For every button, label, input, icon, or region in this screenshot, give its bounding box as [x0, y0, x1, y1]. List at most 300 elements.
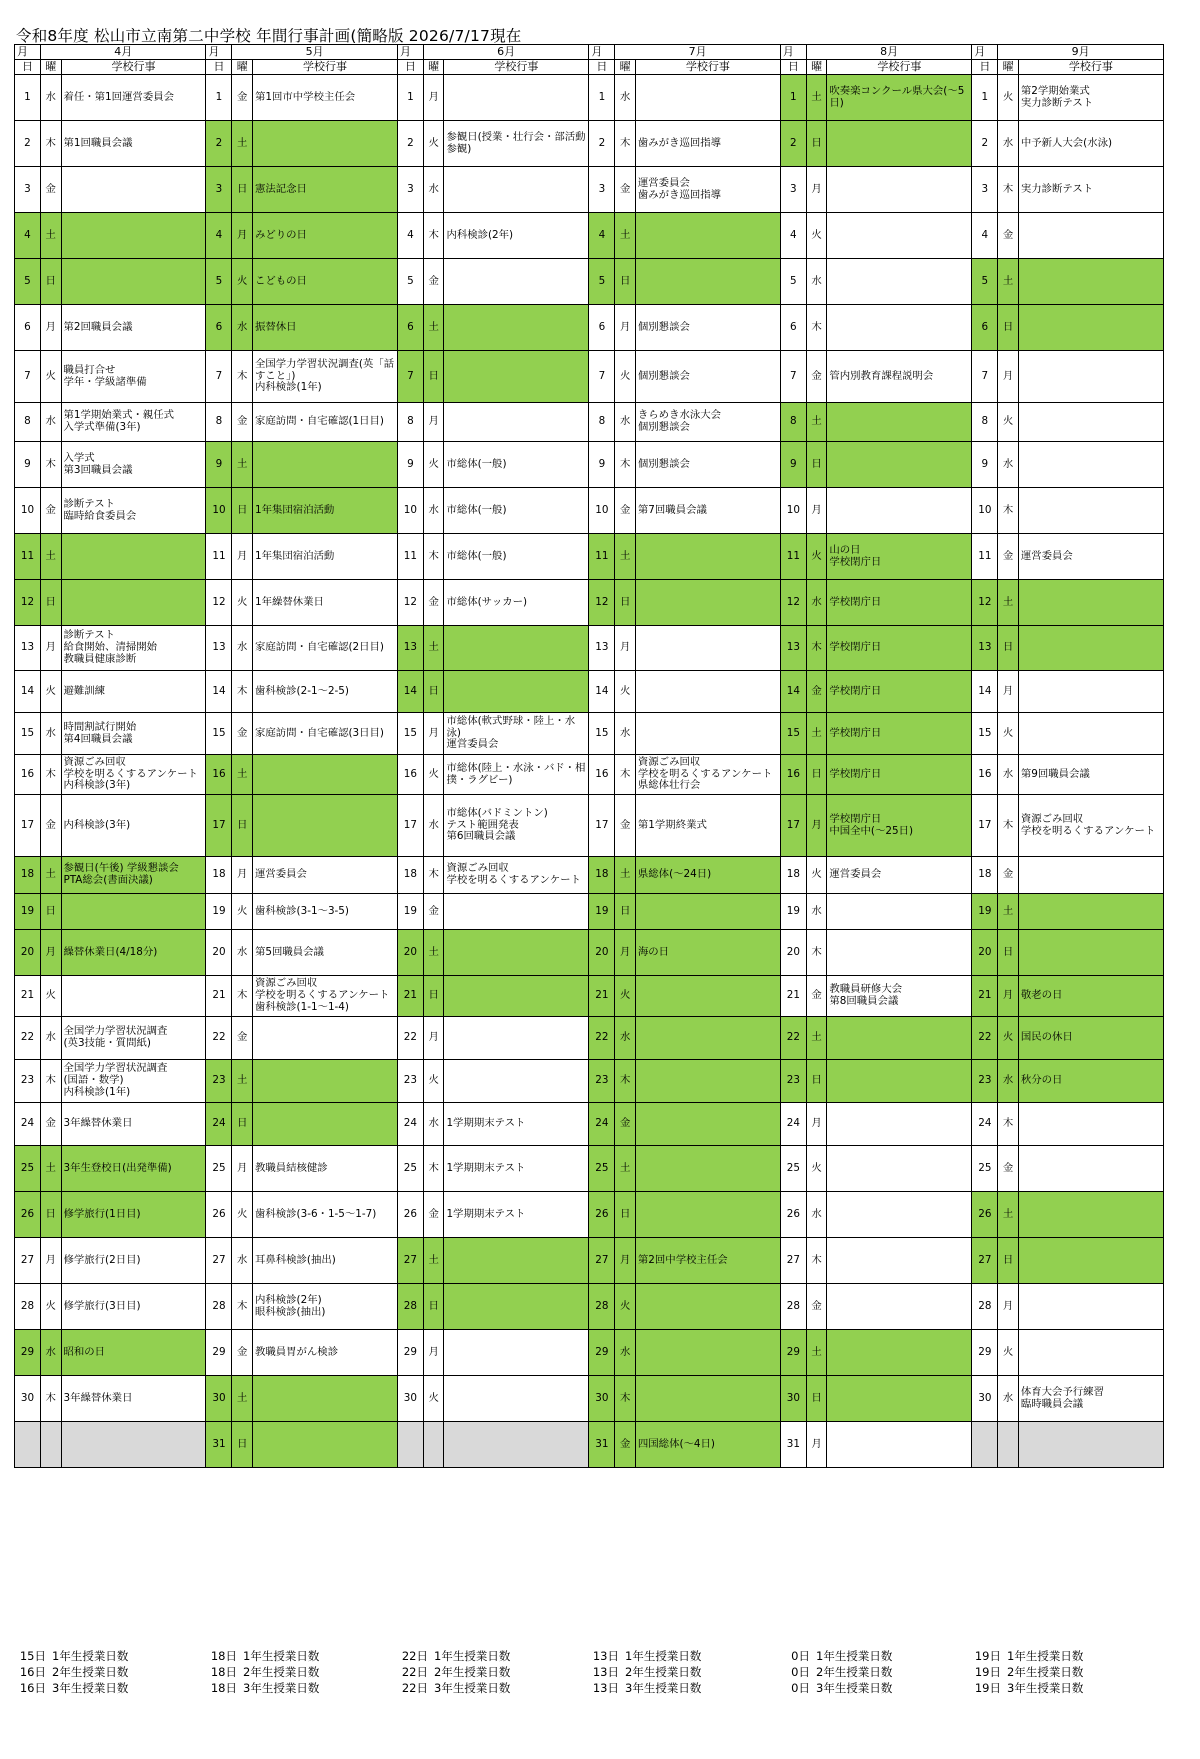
day-cell: 23 — [206, 1060, 232, 1103]
weekday-cell: 土 — [615, 534, 636, 580]
event-cell — [444, 1376, 589, 1422]
day-cell: 10 — [589, 488, 615, 534]
day-column-header: 日 — [589, 60, 615, 75]
day-cell: 18 — [397, 857, 423, 894]
weekday-cell: 火 — [40, 1284, 61, 1330]
event-cell — [827, 488, 972, 534]
event-cell — [61, 259, 206, 305]
event-cell: 学校閉庁日 — [827, 671, 972, 713]
weekday-cell: 日 — [998, 626, 1019, 671]
weekday-cell: 月 — [232, 857, 253, 894]
day-cell: 24 — [972, 1103, 998, 1146]
weekday-cell: 火 — [40, 976, 61, 1017]
schedule-row — [15, 1376, 1164, 1422]
month-name: 8月 — [806, 45, 972, 60]
weekday-cell: 金 — [40, 488, 61, 534]
schedule-row — [15, 755, 1164, 795]
day-cell: 11 — [15, 534, 41, 580]
event-column-header: 学校行事 — [61, 60, 206, 75]
event-cell: 修学旅行(1日目) — [61, 1192, 206, 1238]
class-days-count: 18日 — [210, 1681, 237, 1695]
day-cell: 1 — [972, 75, 998, 121]
event-cell — [635, 75, 780, 121]
event-cell — [252, 121, 397, 167]
schedule-row — [15, 1422, 1164, 1468]
class-days-line — [969, 1648, 1160, 1664]
event-cell — [635, 1103, 780, 1146]
day-cell: 13 — [15, 626, 41, 671]
event-cell: 四国総体(～4日) — [635, 1422, 780, 1468]
weekday-cell: 水 — [232, 626, 253, 671]
day-cell: 30 — [972, 1376, 998, 1422]
day-cell: 1 — [780, 75, 806, 121]
event-cell: 県総体(～24日) — [635, 857, 780, 894]
day-cell: 28 — [206, 1284, 232, 1330]
event-cell — [252, 1422, 397, 1468]
class-days-label: 1年生授業日数 — [52, 1649, 129, 1663]
event-cell — [635, 1060, 780, 1103]
weekday-cell: 日 — [232, 1103, 253, 1146]
class-days-count: 0日 — [791, 1665, 810, 1679]
weekday-cell: 水 — [615, 1017, 636, 1060]
month-label-cell: 月 — [397, 45, 423, 60]
day-cell: 16 — [972, 755, 998, 795]
weekday-cell: 金 — [232, 1017, 253, 1060]
day-cell: 31 — [780, 1422, 806, 1468]
weekday-cell: 金 — [806, 1284, 827, 1330]
weekday-cell — [998, 1422, 1019, 1468]
weekday-cell: 月 — [232, 534, 253, 580]
class-days-label: 2年生授業日数 — [625, 1665, 702, 1679]
weekday-cell: 金 — [998, 213, 1019, 259]
day-cell: 26 — [206, 1192, 232, 1238]
event-cell: 資源ごみ回収 学校を明るくするアンケート — [444, 857, 589, 894]
event-cell: 1学期期末テスト — [444, 1103, 589, 1146]
day-cell: 17 — [397, 795, 423, 857]
weekday-cell: 日 — [998, 1238, 1019, 1284]
weekday-cell: 木 — [232, 671, 253, 713]
schedule-row — [15, 1146, 1164, 1192]
day-cell: 21 — [780, 976, 806, 1017]
day-cell: 5 — [589, 259, 615, 305]
weekday-cell: 火 — [615, 671, 636, 713]
day-cell: 18 — [15, 857, 41, 894]
day-cell: 25 — [15, 1146, 41, 1192]
schedule-row — [15, 894, 1164, 930]
day-cell: 11 — [397, 534, 423, 580]
event-cell — [827, 213, 972, 259]
event-cell — [1018, 1238, 1163, 1284]
weekday-column-header: 曜 — [806, 60, 827, 75]
event-cell — [827, 1103, 972, 1146]
day-cell: 29 — [972, 1330, 998, 1376]
weekday-cell: 土 — [806, 75, 827, 121]
day-cell: 17 — [972, 795, 998, 857]
event-cell: 3年生登校日(出発準備) — [61, 1146, 206, 1192]
weekday-cell: 水 — [998, 1060, 1019, 1103]
event-cell — [635, 259, 780, 305]
day-cell: 13 — [972, 626, 998, 671]
event-cell — [1018, 403, 1163, 442]
weekday-cell: 水 — [423, 167, 444, 213]
weekday-cell: 火 — [423, 121, 444, 167]
event-cell — [635, 534, 780, 580]
weekday-cell: 木 — [806, 305, 827, 351]
month-header-row — [15, 45, 1164, 60]
day-cell: 6 — [15, 305, 41, 351]
day-cell: 4 — [397, 213, 423, 259]
day-cell: 10 — [780, 488, 806, 534]
weekday-cell: 水 — [615, 403, 636, 442]
weekday-cell: 水 — [806, 580, 827, 626]
weekday-cell: 火 — [423, 442, 444, 488]
weekday-cell: 日 — [806, 755, 827, 795]
event-cell: 昭和の日 — [61, 1330, 206, 1376]
event-cell — [635, 580, 780, 626]
day-cell: 1 — [15, 75, 41, 121]
event-cell: 秋分の日 — [1018, 1060, 1163, 1103]
event-cell — [252, 1376, 397, 1422]
day-cell: 14 — [15, 671, 41, 713]
day-cell: 24 — [206, 1103, 232, 1146]
weekday-cell: 日 — [998, 305, 1019, 351]
class-days-count: 13日 — [592, 1665, 619, 1679]
event-cell — [252, 1017, 397, 1060]
event-cell: 市総体(軟式野球・陸上・水泳) 運営委員会 — [444, 713, 589, 755]
weekday-cell: 土 — [998, 894, 1019, 930]
event-cell — [827, 259, 972, 305]
day-cell: 23 — [972, 1060, 998, 1103]
event-cell: 学校閉庁日 — [827, 626, 972, 671]
weekday-cell: 木 — [232, 1284, 253, 1330]
event-cell: 資源ごみ回収 学校を明るくするアンケート 歯科検診(1-1～1-4) — [252, 976, 397, 1017]
day-cell: 16 — [206, 755, 232, 795]
event-cell: 第2回職員会議 — [61, 305, 206, 351]
day-cell: 12 — [972, 580, 998, 626]
event-cell — [635, 213, 780, 259]
day-cell: 24 — [589, 1103, 615, 1146]
event-cell: 家庭訪問・自宅確認(3日目) — [252, 713, 397, 755]
day-cell: 20 — [589, 930, 615, 976]
class-days-count: 16日 — [19, 1665, 46, 1679]
weekday-cell: 木 — [232, 351, 253, 403]
event-cell: 運営委員会 — [1018, 534, 1163, 580]
weekday-cell: 木 — [998, 795, 1019, 857]
schedule-row — [15, 1103, 1164, 1146]
day-cell: 21 — [972, 976, 998, 1017]
class-days-count: 13日 — [592, 1649, 619, 1663]
weekday-cell: 金 — [40, 167, 61, 213]
day-cell: 14 — [397, 671, 423, 713]
day-cell: 3 — [972, 167, 998, 213]
day-cell: 15 — [780, 713, 806, 755]
day-cell: 13 — [206, 626, 232, 671]
day-cell: 31 — [206, 1422, 232, 1468]
class-days-label: 2年生授業日数 — [816, 1665, 893, 1679]
weekday-cell: 水 — [998, 755, 1019, 795]
weekday-cell: 月 — [998, 1284, 1019, 1330]
class-days-line — [587, 1664, 778, 1680]
weekday-cell: 火 — [232, 259, 253, 305]
event-cell: こどもの日 — [252, 259, 397, 305]
month-label-cell: 月 — [15, 45, 41, 60]
event-cell: 運営委員会 — [252, 857, 397, 894]
class-days-label: 2年生授業日数 — [434, 1665, 511, 1679]
event-cell — [1018, 1146, 1163, 1192]
event-cell — [827, 403, 972, 442]
day-cell: 19 — [589, 894, 615, 930]
schedule-row — [15, 1238, 1164, 1284]
event-cell: みどりの日 — [252, 213, 397, 259]
day-cell: 26 — [780, 1192, 806, 1238]
day-cell: 21 — [15, 976, 41, 1017]
day-cell: 17 — [206, 795, 232, 857]
day-cell: 6 — [780, 305, 806, 351]
event-cell — [444, 75, 589, 121]
class-days-line — [14, 1648, 205, 1664]
weekday-cell: 水 — [615, 713, 636, 755]
day-cell: 9 — [589, 442, 615, 488]
event-cell: 中予新人大会(水泳) — [1018, 121, 1163, 167]
event-cell — [1018, 1284, 1163, 1330]
day-cell: 7 — [589, 351, 615, 403]
weekday-cell: 日 — [615, 894, 636, 930]
day-cell: 28 — [15, 1284, 41, 1330]
day-cell: 17 — [15, 795, 41, 857]
day-cell: 28 — [780, 1284, 806, 1330]
class-days-line — [969, 1680, 1160, 1696]
weekday-cell: 月 — [615, 305, 636, 351]
event-cell: きらめき水泳大会 個別懇談会 — [635, 403, 780, 442]
weekday-cell: 金 — [615, 1103, 636, 1146]
weekday-cell: 水 — [40, 1330, 61, 1376]
event-cell: 繰替休業日(4/18分) — [61, 930, 206, 976]
event-cell: 着任・第1回運営委員会 — [61, 75, 206, 121]
day-cell: 23 — [589, 1060, 615, 1103]
class-days-label: 2年生授業日数 — [52, 1665, 129, 1679]
event-cell: 国民の休日 — [1018, 1017, 1163, 1060]
weekday-cell: 水 — [998, 121, 1019, 167]
weekday-cell: 火 — [998, 1330, 1019, 1376]
day-cell: 29 — [780, 1330, 806, 1376]
event-cell: 管内別教育課程説明会 — [827, 351, 972, 403]
day-cell: 21 — [589, 976, 615, 1017]
day-cell: 9 — [780, 442, 806, 488]
weekday-cell: 火 — [806, 1146, 827, 1192]
day-cell: 3 — [397, 167, 423, 213]
day-cell: 7 — [780, 351, 806, 403]
weekday-column-header: 曜 — [998, 60, 1019, 75]
day-cell: 23 — [780, 1060, 806, 1103]
day-cell: 25 — [589, 1146, 615, 1192]
event-cell — [635, 1330, 780, 1376]
weekday-cell: 月 — [40, 1238, 61, 1284]
weekday-cell — [423, 1422, 444, 1468]
weekday-cell: 日 — [806, 1060, 827, 1103]
day-cell: 8 — [972, 403, 998, 442]
month-name: 5月 — [232, 45, 398, 60]
schedule-row — [15, 976, 1164, 1017]
weekday-cell: 月 — [423, 403, 444, 442]
weekday-cell: 火 — [232, 580, 253, 626]
event-cell: 学校閉庁日 — [827, 755, 972, 795]
weekday-cell: 木 — [40, 755, 61, 795]
class-days-column — [396, 1648, 587, 1696]
weekday-cell: 日 — [40, 894, 61, 930]
weekday-cell: 日 — [423, 1284, 444, 1330]
day-cell: 8 — [15, 403, 41, 442]
event-cell: 歯科検診(3-6・1-5～1-7) — [252, 1192, 397, 1238]
day-cell: 2 — [397, 121, 423, 167]
day-column-header: 日 — [15, 60, 41, 75]
day-cell: 7 — [206, 351, 232, 403]
event-cell: 1年集団宿泊活動 — [252, 488, 397, 534]
event-cell — [1018, 351, 1163, 403]
class-days-label: 3年生授業日数 — [243, 1681, 320, 1695]
weekday-cell: 金 — [232, 1330, 253, 1376]
event-cell: 耳鼻科検診(抽出) — [252, 1238, 397, 1284]
day-cell: 16 — [589, 755, 615, 795]
day-cell: 2 — [206, 121, 232, 167]
event-cell: 時間割試行開始 第4回職員会議 — [61, 713, 206, 755]
event-cell: 個別懇談会 — [635, 305, 780, 351]
class-days-count: 15日 — [19, 1649, 46, 1663]
event-cell: 1年集団宿泊活動 — [252, 534, 397, 580]
day-cell: 5 — [780, 259, 806, 305]
weekday-cell: 日 — [232, 167, 253, 213]
event-cell: 市総体(バドミントン) テスト範囲発表 第6回職員会議 — [444, 795, 589, 857]
schedule-row — [15, 713, 1164, 755]
day-cell: 19 — [15, 894, 41, 930]
weekday-cell: 月 — [806, 167, 827, 213]
day-column-header: 日 — [780, 60, 806, 75]
event-cell: 学校閉庁日 中国全中(～25日) — [827, 795, 972, 857]
weekday-column-header: 曜 — [423, 60, 444, 75]
day-cell: 4 — [15, 213, 41, 259]
weekday-cell: 土 — [232, 1060, 253, 1103]
event-cell: 学校閉庁日 — [827, 580, 972, 626]
weekday-cell: 日 — [423, 351, 444, 403]
weekday-cell: 火 — [423, 1376, 444, 1422]
day-cell: 10 — [15, 488, 41, 534]
event-cell: 職員打合せ 学年・学級諸準備 — [61, 351, 206, 403]
weekday-cell: 火 — [423, 1060, 444, 1103]
weekday-cell: 水 — [232, 305, 253, 351]
class-days-count: 22日 — [401, 1649, 428, 1663]
weekday-cell: 土 — [232, 442, 253, 488]
weekday-cell: 月 — [40, 930, 61, 976]
weekday-cell: 月 — [232, 1146, 253, 1192]
day-cell: 27 — [397, 1238, 423, 1284]
class-days-line — [778, 1680, 969, 1696]
event-cell — [635, 713, 780, 755]
schedule-body — [15, 75, 1164, 1468]
event-cell — [827, 894, 972, 930]
weekday-cell: 水 — [40, 403, 61, 442]
day-cell: 20 — [397, 930, 423, 976]
day-cell: 9 — [206, 442, 232, 488]
weekday-cell: 土 — [615, 857, 636, 894]
event-cell — [444, 1060, 589, 1103]
event-cell — [635, 1376, 780, 1422]
day-cell: 16 — [15, 755, 41, 795]
class-days-label: 3年生授業日数 — [816, 1681, 893, 1695]
class-days-line — [205, 1664, 396, 1680]
weekday-cell: 月 — [232, 213, 253, 259]
class-days-line — [587, 1680, 778, 1696]
weekday-cell: 日 — [806, 442, 827, 488]
day-cell: 12 — [589, 580, 615, 626]
weekday-cell: 水 — [40, 1017, 61, 1060]
day-cell: 1 — [397, 75, 423, 121]
day-cell: 3 — [206, 167, 232, 213]
event-cell — [827, 930, 972, 976]
event-cell: 敬老の日 — [1018, 976, 1163, 1017]
day-cell: 30 — [589, 1376, 615, 1422]
day-cell: 30 — [15, 1376, 41, 1422]
schedule-row — [15, 795, 1164, 857]
annual-schedule-table — [14, 44, 1164, 1468]
class-days-count: 18日 — [210, 1665, 237, 1679]
schedule-row — [15, 305, 1164, 351]
event-cell — [827, 1422, 972, 1468]
event-cell: 第2学期始業式 実力診断テスト — [1018, 75, 1163, 121]
event-cell — [252, 1060, 397, 1103]
weekday-cell: 火 — [806, 534, 827, 580]
weekday-cell: 火 — [40, 671, 61, 713]
schedule-row — [15, 534, 1164, 580]
weekday-cell: 火 — [615, 1284, 636, 1330]
weekday-cell: 日 — [615, 580, 636, 626]
day-cell: 25 — [206, 1146, 232, 1192]
day-cell: 6 — [972, 305, 998, 351]
weekday-cell: 土 — [423, 626, 444, 671]
day-column-header: 日 — [972, 60, 998, 75]
schedule-row — [15, 626, 1164, 671]
event-cell — [1018, 488, 1163, 534]
weekday-cell: 土 — [40, 213, 61, 259]
weekday-cell: 日 — [232, 488, 253, 534]
weekday-cell: 水 — [615, 75, 636, 121]
event-cell: 修学旅行(2日目) — [61, 1238, 206, 1284]
day-cell: 23 — [397, 1060, 423, 1103]
event-cell — [1018, 1330, 1163, 1376]
weekday-cell: 火 — [998, 713, 1019, 755]
weekday-cell: 水 — [40, 75, 61, 121]
day-cell: 14 — [780, 671, 806, 713]
day-cell: 6 — [206, 305, 232, 351]
event-cell — [827, 305, 972, 351]
weekday-cell: 水 — [998, 1376, 1019, 1422]
event-cell — [827, 121, 972, 167]
weekday-cell: 土 — [806, 713, 827, 755]
weekday-cell: 水 — [806, 1192, 827, 1238]
schedule-row — [15, 671, 1164, 713]
weekday-cell: 火 — [998, 403, 1019, 442]
event-cell: 歯科検診(3-1～3-5) — [252, 894, 397, 930]
month-label-cell: 月 — [206, 45, 232, 60]
day-cell: 5 — [206, 259, 232, 305]
event-cell: 市総体(一般) — [444, 534, 589, 580]
day-cell: 27 — [15, 1238, 41, 1284]
weekday-cell: 土 — [40, 534, 61, 580]
weekday-cell: 木 — [40, 442, 61, 488]
class-days-line — [396, 1680, 587, 1696]
weekday-cell: 水 — [232, 1238, 253, 1284]
day-column-header: 日 — [206, 60, 232, 75]
weekday-cell: 木 — [40, 121, 61, 167]
day-cell: 19 — [206, 894, 232, 930]
